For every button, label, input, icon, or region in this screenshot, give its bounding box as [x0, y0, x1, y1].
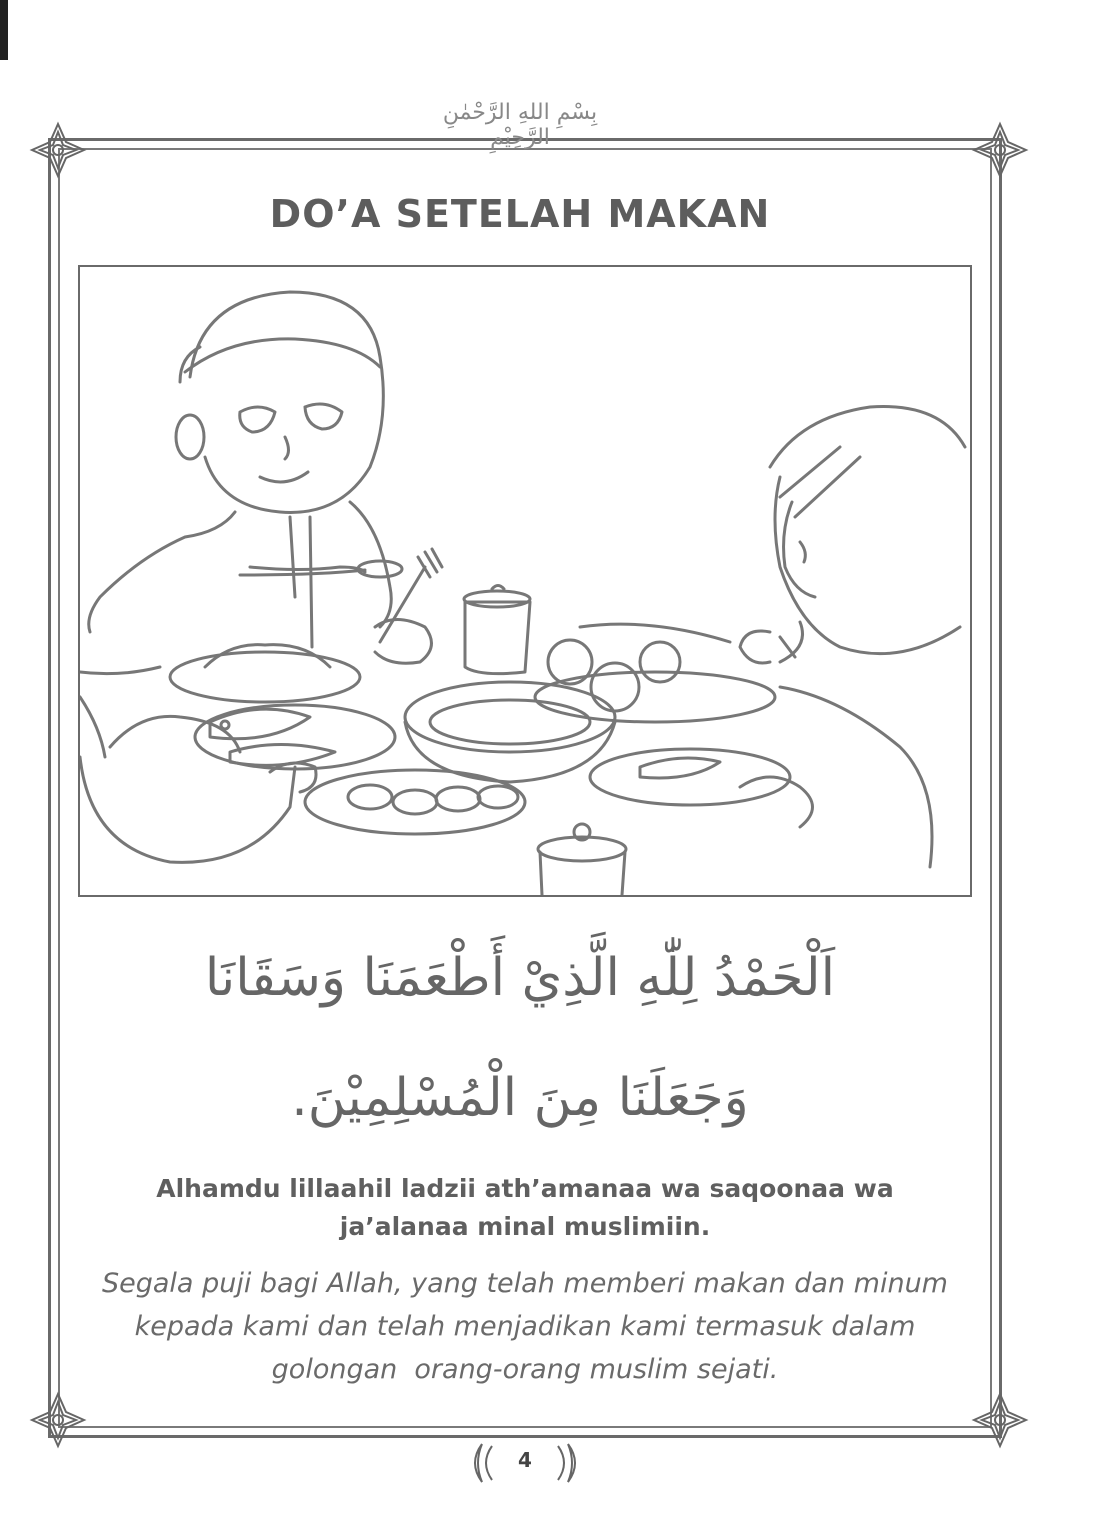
- prayer-arabic-line-1: اَلْحَمْدُ لِلّٰهِ الَّذِيْ أَطْعَمَنَا وَسَقَانَا: [204, 948, 836, 1008]
- corner-ornament-icon: [28, 120, 88, 180]
- translation-line-3: golongan orang-orang muslim sejati.: [271, 1354, 779, 1385]
- translation-line-2: kepada kami dan telah menjadikan kami termasuk dalam: [134, 1311, 916, 1342]
- transliteration-line-2: ja’alanaa minal muslimiin.: [339, 1212, 711, 1241]
- corner-ornament-icon: [970, 1390, 1030, 1450]
- corner-ornament-icon: [28, 1390, 88, 1450]
- page-number: 4: [518, 1448, 532, 1472]
- transliteration-line-1: Alhamdu lillaahil ladzii ath’amanaa wa saqoonaa wa: [156, 1174, 894, 1203]
- basmalah-calligraphy: بِسْمِ اللهِ الرَّحْمٰنِ الرَّحِيْمِ: [442, 100, 598, 150]
- meal-illustration: [78, 265, 972, 897]
- corner-ornament-icon: [970, 120, 1030, 180]
- page-number-badge: [460, 1438, 590, 1488]
- family-meal-illustration-icon: [80, 267, 970, 895]
- scan-edge: [0, 0, 8, 60]
- prayer-translation: [80, 1262, 970, 1391]
- prayer-transliteration: [90, 1170, 960, 1246]
- translation-line-1: Segala puji bagi Allah, yang telah memberi makan dan minum: [102, 1268, 948, 1299]
- prayer-arabic-line-2: وَجَعَلَنَا مِنَ الْمُسْلِمِيْنَ.: [291, 1068, 749, 1128]
- page-title: DO’A SETELAH MAKAN: [269, 192, 771, 236]
